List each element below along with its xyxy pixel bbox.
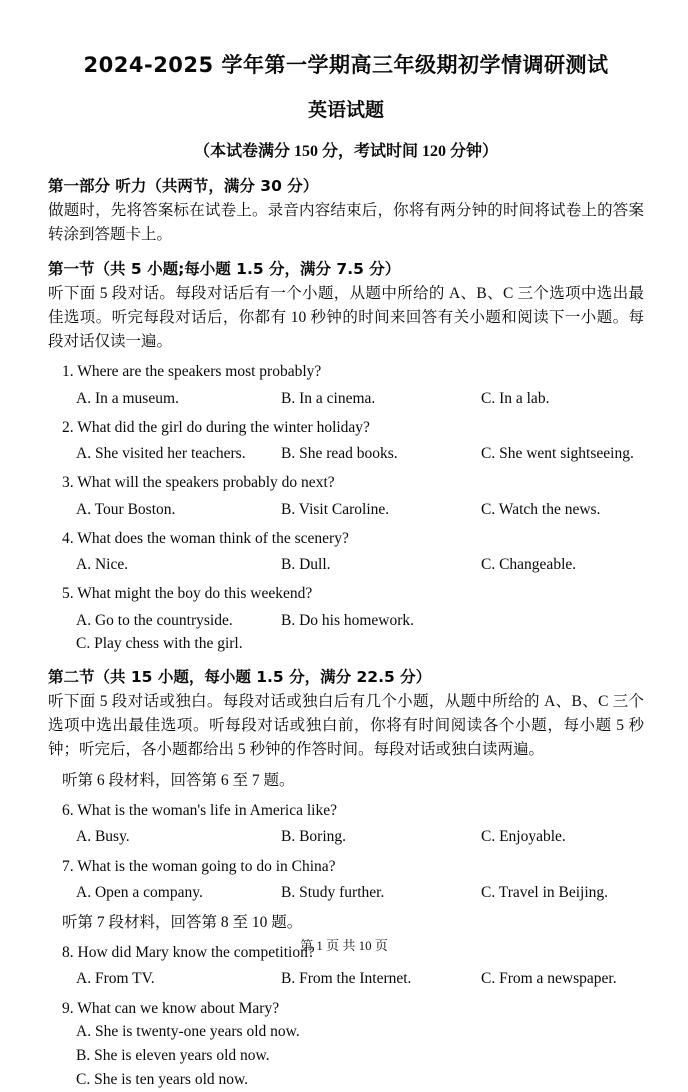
question-2-options (48, 442, 644, 465)
question-9-option-c[interactable]: C. She is ten years old now. (76, 1070, 249, 1088)
question-7-option-a[interactable]: A. Open a company. (76, 883, 203, 901)
question-6-options (48, 825, 644, 848)
question-3-text: What will the speakers probably do next? (77, 474, 335, 492)
question-4 (48, 527, 644, 550)
material-6-label: 听第 6 段材料，回答第 6 至 7 题。 (62, 772, 295, 790)
question-5-option-a[interactable]: A. Go to the countryside. (76, 611, 233, 629)
question-7-text: What is the woman going to do in China? (77, 857, 336, 875)
question-7-options (48, 881, 644, 904)
question-2-number: 2. (62, 418, 74, 436)
section-two-instruction: 听下面 5 段对话或独白。每段对话或独白后有几个小题，从题中所给的 A、B、C 三个选项中选出最佳选项。听每段对话或独白前，你将有时间阅读各个小题，每小题 5 秒钟；听完后，各小题都给出 5 秒钟的作答时间。每段对话或独白读两遍。 (48, 693, 644, 759)
question-5-option-c[interactable]: C. Play chess with the girl. (76, 634, 243, 652)
question-5 (48, 582, 644, 605)
question-3-option-c[interactable]: C. Watch the news. (481, 500, 601, 518)
question-5-option-b[interactable]: B. Do his homework. (281, 611, 415, 629)
question-5-options (48, 609, 644, 656)
question-9-options (48, 1020, 644, 1092)
question-3-option-b[interactable]: B. Visit Caroline. (281, 500, 390, 518)
question-3-options (48, 498, 644, 521)
question-9-number: 9. (62, 999, 74, 1017)
question-2-option-a[interactable]: A. She visited her teachers. (76, 445, 246, 463)
exam-note: （本试卷满分 150 分，考试时间 120 分钟） (193, 143, 498, 161)
section-one-heading: 第一节（共 5 小题;每小题 1.5 分，满分 7.5 分） (48, 260, 401, 279)
page-footer: 第 1 页 共 10 页 (300, 938, 388, 953)
question-9 (48, 997, 644, 1020)
question-8-number: 8. (62, 944, 74, 962)
question-1-option-c[interactable]: C. In a lab. (481, 389, 550, 407)
question-6 (48, 799, 644, 822)
material-7-label: 听第 7 段材料，回答第 8 至 10 题。 (62, 914, 303, 932)
question-3-option-a[interactable]: A. Tour Boston. (76, 500, 176, 518)
question-7 (48, 855, 644, 878)
question-1-options (48, 387, 644, 410)
question-2-option-b[interactable]: B. She read books. (281, 445, 398, 463)
question-4-option-b[interactable]: B. Dull. (281, 556, 331, 574)
question-6-option-c[interactable]: C. Enjoyable. (481, 828, 566, 846)
question-2-option-c[interactable]: C. She went sightseeing. (481, 445, 634, 463)
part-one-heading: 第一部分 听力（共两节，满分 30 分） (48, 177, 319, 196)
page-subtitle: 英语试题 (307, 99, 384, 122)
question-5-number: 5. (62, 585, 74, 603)
question-8-text: How did Mary know the competition? (77, 944, 315, 962)
question-3-number: 3. (62, 474, 74, 492)
question-4-option-a[interactable]: A. Nice. (76, 556, 129, 574)
page-title: 2024-2025 学年第一学期高三年级期初学情调研测试 (83, 53, 609, 77)
question-5-text: What might the boy do this weekend? (77, 585, 313, 603)
question-1-option-a[interactable]: A. In a museum. (76, 389, 179, 407)
question-1-option-b[interactable]: B. In a cinema. (281, 389, 376, 407)
question-6-option-b[interactable]: B. Boring. (281, 828, 347, 846)
question-8-option-c[interactable]: C. From a newspaper. (481, 970, 617, 988)
question-4-number: 4. (62, 529, 74, 547)
section-two-heading: 第二节（共 15 小题，每小题 1.5 分，满分 22.5 分） (48, 668, 432, 687)
question-1-number: 1. (62, 363, 74, 381)
question-6-text: What is the woman's life in America like? (77, 802, 337, 820)
question-3 (48, 471, 644, 494)
question-6-number: 6. (62, 802, 74, 820)
question-6-option-a[interactable]: A. Busy. (76, 828, 130, 846)
question-4-options (48, 553, 644, 576)
question-8-options (48, 967, 644, 990)
question-8-option-a[interactable]: A. From TV. (76, 970, 155, 988)
question-9-text: What can we know about Mary? (77, 999, 280, 1017)
question-2 (48, 416, 644, 439)
question-8-option-b[interactable]: B. From the Internet. (281, 970, 412, 988)
question-1-text: Where are the speakers most probably? (77, 363, 322, 381)
question-4-text: What does the woman think of the scenery? (77, 529, 349, 547)
question-7-option-b[interactable]: B. Study further. (281, 883, 385, 901)
question-9-option-b[interactable]: B. She is eleven years old now. (76, 1046, 270, 1064)
section-one-instruction: 听下面 5 段对话。每段对话后有一个小题，从题中所给的 A、B、C 三个选项中选出最佳选项。听完每段对话后，你都有 10 秒钟的时间来回答有关小题和阅读下一小题。每段对话仅读一遍。 (48, 285, 644, 351)
question-7-number: 7. (62, 857, 74, 875)
question-1 (48, 360, 644, 383)
question-7-option-c[interactable]: C. Travel in Beijing. (481, 883, 609, 901)
question-9-option-a[interactable]: A. She is twenty-one years old now. (76, 1022, 300, 1040)
question-2-text: What did the girl do during the winter holiday? (77, 418, 370, 436)
question-4-option-c[interactable]: C. Changeable. (481, 556, 577, 574)
part-one-instruction: 做题时，先将答案标在试卷上。录音内容结束后，你将有两分钟的时间将试卷上的答案转涂到答题卡上。 (48, 202, 644, 244)
